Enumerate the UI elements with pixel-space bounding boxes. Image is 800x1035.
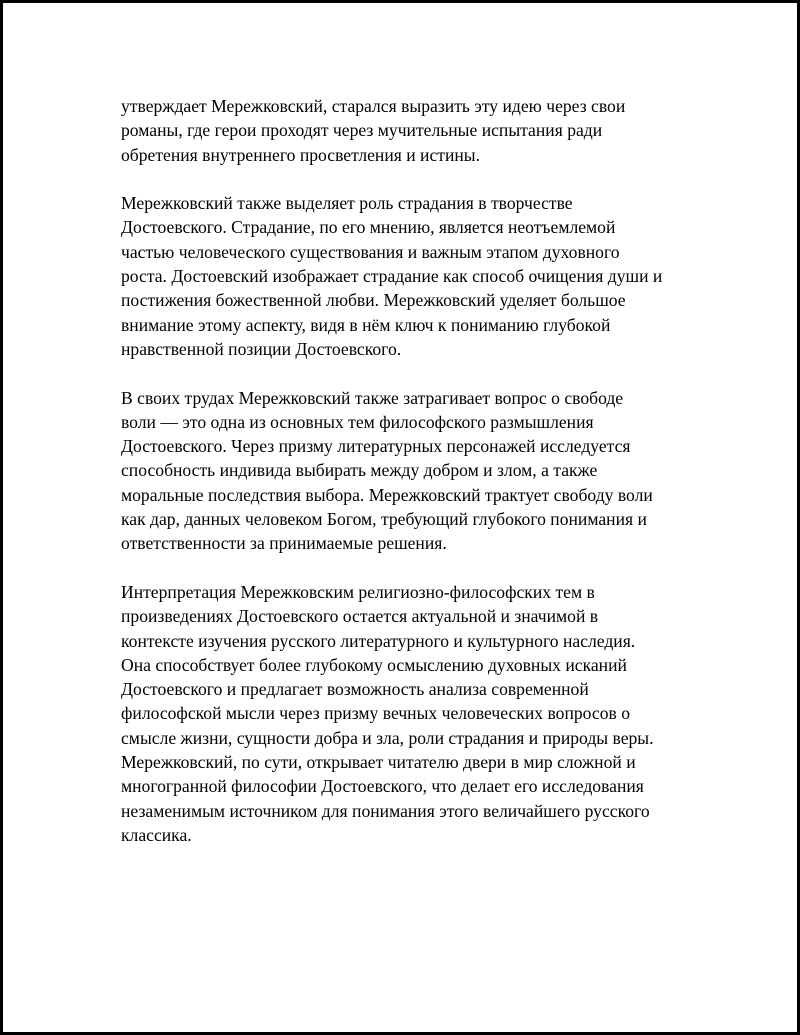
text-line: ответственности за принимаемые решения.: [121, 533, 447, 554]
text-line: частью человеческого существования и важным этапом духовного: [121, 241, 620, 262]
text-line: роста. Достоевский изображает страдание как способ очищения души и: [121, 266, 663, 287]
text-line: романы, где герои проходят через мучительные испытания ради: [121, 120, 603, 141]
text-line: внимание этому аспекту, видя в нём ключ к пониманию глубокой: [121, 314, 611, 335]
paragraph-2: [121, 191, 721, 361]
text-line: философской мысли через призму вечных человеческих вопросов о: [121, 703, 631, 724]
text-line: Достоевского. Страдание, по его мнению, является неотъемлемой: [121, 217, 616, 238]
text-line: обретения внутреннего просветления и истины.: [121, 144, 481, 165]
text-line: Она способствует более глубокому осмыслению духовных исканий: [121, 654, 627, 675]
paragraph-1: [121, 94, 721, 167]
document-body: [121, 94, 721, 872]
text-line: Достоевского и предлагает возможность анализа современной: [121, 679, 589, 700]
text-line: моральные последствия выбора. Мережковский трактует свободу воли: [121, 484, 653, 505]
text-line: Достоевского. Через призму литературных персонажей исследуется: [121, 436, 631, 457]
text-line: произведениях Достоевского остается актуальной и значимой в: [121, 606, 599, 627]
text-line: смысле жизни, сущности добра и зла, роли страдания и природы веры.: [121, 727, 654, 748]
text-line: В своих трудах Мережковский также затрагивает вопрос о свободе: [121, 387, 624, 408]
text-line: как дар, данных человеком Богом, требующий глубокого понимания и: [121, 509, 647, 530]
paragraph-3: [121, 386, 721, 556]
text-line: воли — это одна из основных тем философского размышления: [121, 411, 594, 432]
text-line: утверждает Мережковский, старался выразить эту идею через свои: [121, 96, 626, 116]
text-line: незаменимым источником для понимания этого величайшего русского: [121, 800, 650, 821]
text-line: контексте изучения русского литературного и культурного наследия.: [121, 630, 636, 651]
text-line: нравственной позиции Достоевского.: [121, 338, 402, 359]
text-line: способность индивида выбирать между добром и злом, а также: [121, 460, 598, 481]
text-line: Мережковский также выделяет роль страдания в творчестве: [121, 193, 573, 214]
text-line: Мережковский, по сути, открывает читателю двери в мир сложной и: [121, 752, 636, 773]
text-line: постижения божественной любви. Мережковский уделяет большое: [121, 290, 626, 311]
text-line: Интерпретация Мережковским религиозно-философских тем в: [121, 581, 595, 602]
text-line: многогранной философии Достоевского, что делает его исследования: [121, 776, 644, 797]
paragraph-4: [121, 580, 721, 847]
text-line: классика.: [121, 824, 192, 845]
